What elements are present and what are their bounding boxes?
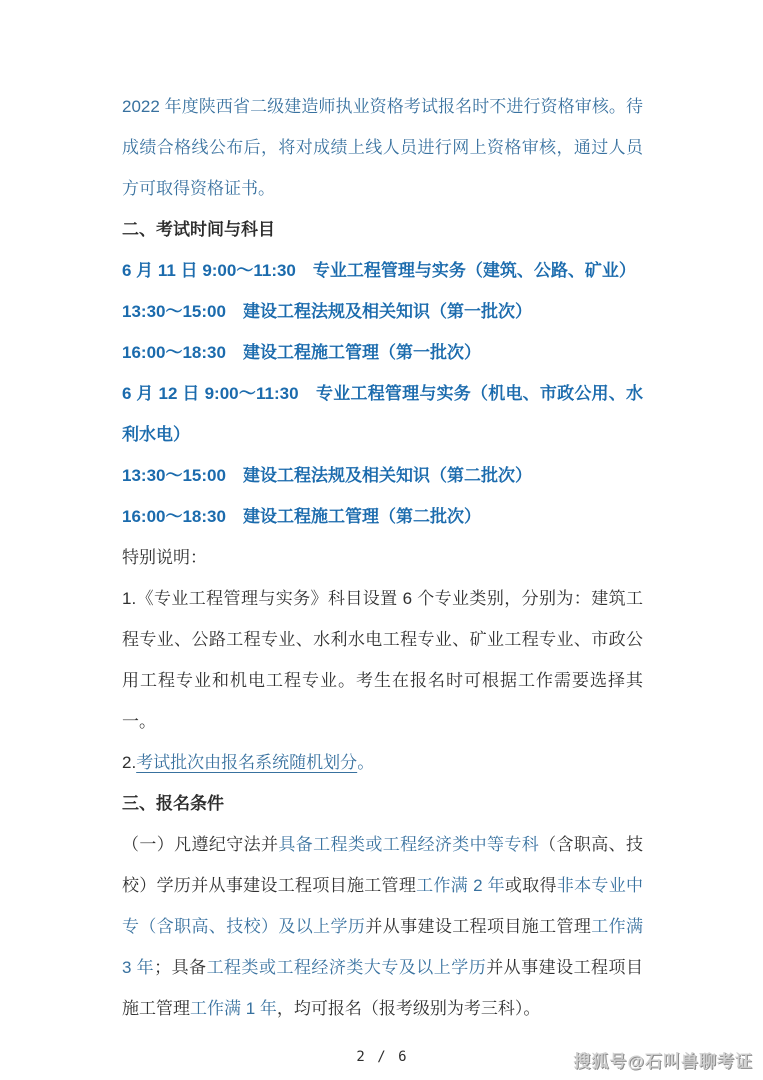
note-1: 1.《专业工程管理与实务》科目设置 6 个专业类别，分别为：建筑工程专业、公路工程专业、水利水电工程专业、矿业工程专业、市政公用工程专业和机电工程专业。考生在报名时可根据工作需要选择其一。 [122,589,643,731]
text-segment: ，均可报名（报考级别为考三科）。 [276,999,541,1018]
note-2 [122,742,643,783]
text-segment: （一）凡遵纪守法并 [122,835,279,854]
schedule-list [122,250,643,537]
schedule-line: 6 月 11 日 9:00～11:30 专业工程管理与实务（建筑、公路、矿业） [122,261,636,280]
text-segment: 工作满 3 年 [122,917,644,977]
section-heading-registration: 三、报名条件 [122,794,224,813]
text-segment: 。 [357,753,375,772]
page-number: 2 / 6 [356,1049,409,1065]
text-segment: 并从事建设工程项目施工管理 [122,958,644,1018]
text-segment: 工作满 2 年 [416,876,505,895]
text-segment: ；具备 [154,958,207,977]
exam-batch-link[interactable]: 考试批次由报名系统随机划分 [136,753,358,772]
text-segment: 非本专业中专（含职高、技校）及以上学历 [122,876,644,936]
text-segment: （含职高、技校）学历并从事建设工程项目施工管理 [122,835,644,895]
section-heading-exam-time: 二、考试时间与科目 [122,220,275,239]
text-segment: 工程类或工程经济类大专及以上学历 [206,958,487,977]
text-segment: 具备工程类或工程经济类中等专科 [278,835,540,854]
schedule-line: 6 月 12 日 9:00～11:30 专业工程管理与实务（机电、市政公用、水利水电） [122,384,643,444]
schedule-line: 16:00～18:30 建设工程施工管理（第一批次） [122,343,481,362]
text-segment: 并从事建设工程项目施工管理 [365,917,592,936]
schedule-line: 13:30～15:00 建设工程法规及相关知识（第二批次） [122,466,532,485]
registration-conditions-paragraph [122,824,643,1029]
text-segment: 2. [122,753,137,772]
schedule-line: 16:00～18:30 建设工程施工管理（第二批次） [122,507,481,526]
text-segment: 工作满 1 年 [190,999,277,1018]
special-note-label: 特别说明： [122,548,207,567]
text-segment: 或取得 [504,876,557,895]
intro-paragraph: 2022 年度陕西省二级建造师执业资格考试报名时不进行资格审核。待成绩合格线公布后，将对成绩上线人员进行网上资格审核，通过人员方可取得资格证书。 [122,97,643,198]
schedule-line: 13:30～15:00 建设工程法规及相关知识（第一批次） [122,302,532,321]
watermark: 搜狐号@石叫兽聊考证 [573,1052,753,1071]
